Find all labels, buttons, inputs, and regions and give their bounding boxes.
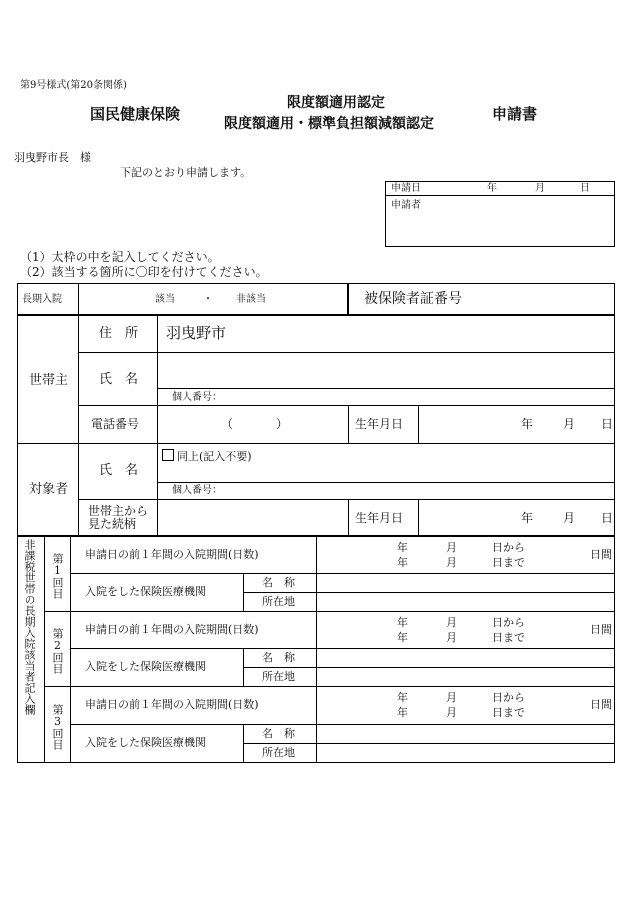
applicant-label: 申請者 xyxy=(391,200,421,211)
block-2-no: 第2回目 xyxy=(51,628,64,674)
block-3-location-label: 所在地 xyxy=(262,746,295,759)
hospital-side-label: 非課税世帯の長期入院該当者記入欄 xyxy=(23,539,36,715)
application-date-label: 申請日 xyxy=(391,183,421,194)
householder-mynumber-label: 個人番号： xyxy=(172,392,222,403)
application-day: 日 xyxy=(580,183,590,194)
block-1-no: 第1回目 xyxy=(51,553,64,599)
block-2-from-month: 月 xyxy=(446,616,457,629)
block-1-from-month: 月 xyxy=(446,541,457,554)
title-center-1: 限度額適用認定 xyxy=(287,95,385,111)
householder-name-input[interactable] xyxy=(160,355,610,385)
block-3-period-label: 申請日の前１年間の入院期間(日数) xyxy=(85,698,259,711)
block-2-name-label: 名 称 xyxy=(262,651,295,664)
block-2-days: 日間 xyxy=(590,623,612,636)
block-1-name-label: 名 称 xyxy=(262,576,295,589)
block-1-days: 日間 xyxy=(590,548,612,561)
address-value[interactable]: 羽曳野市 xyxy=(166,324,227,342)
block-1-period-label: 申請日の前１年間の入院期間(日数) xyxy=(85,548,259,561)
block-3-no: 第3回目 xyxy=(51,704,64,750)
block-3-from-day: 日から xyxy=(492,691,525,704)
block-2-from-year: 年 xyxy=(397,616,408,629)
instruction-2: （2）該当する箇所に〇印を付けてください。 xyxy=(20,265,268,279)
block-1-institution-label: 入院をした保険医療機関 xyxy=(85,585,206,598)
subject-section-label: 対象者 xyxy=(29,482,69,497)
block-1-to-month: 月 xyxy=(446,556,457,569)
block-3-to-year: 年 xyxy=(397,706,408,719)
block-2-period-label: 申請日の前１年間の入院期間(日数) xyxy=(85,623,259,636)
address-label: 住 所 xyxy=(99,326,139,341)
block-1-from-year: 年 xyxy=(397,541,408,554)
block-3-institution-label: 入院をした保険医療機関 xyxy=(85,736,206,749)
block-1-to-day: 日まで xyxy=(492,556,525,569)
applicant-input[interactable] xyxy=(440,198,610,244)
block-3-to-day: 日まで xyxy=(492,706,525,719)
block-2-from-day: 日から xyxy=(492,616,525,629)
block-2-to-year: 年 xyxy=(397,631,408,644)
block-3-from-year: 年 xyxy=(397,691,408,704)
not-applicable-option[interactable]: 非該当 xyxy=(236,294,266,305)
subject-birth-month: 月 xyxy=(563,511,576,525)
title-left: 国民健康保険 xyxy=(90,105,181,123)
phone-paren-open: （ xyxy=(221,417,234,431)
subject-mynumber-label: 個人番号： xyxy=(172,485,222,496)
householder-birth-month: 月 xyxy=(563,417,576,431)
addressee: 羽曳野市長 様 xyxy=(14,151,91,164)
householder-section-label: 世帯主 xyxy=(29,373,69,388)
insured-number-input[interactable] xyxy=(480,286,610,312)
applicable-option[interactable]: 該当 xyxy=(155,294,175,305)
intro-text: 下記のとおり申請します。 xyxy=(120,166,252,179)
subject-name-label: 氏 名 xyxy=(99,463,139,478)
subject-birth-label: 生年月日 xyxy=(355,511,404,525)
title-center-2: 限度額適用・標準負担額減額認定 xyxy=(224,116,434,132)
block-3-from-month: 月 xyxy=(446,691,457,704)
form-number: 第9号様式(第20条関係) xyxy=(20,80,127,91)
householder-name-label: 氏 名 xyxy=(99,372,139,387)
relation-label-2: 見た続柄 xyxy=(88,517,137,531)
same-as-above[interactable] xyxy=(162,449,252,462)
block-1-from-day: 日から xyxy=(492,541,525,554)
same-as-above-text: 同上(記入不要) xyxy=(177,450,252,463)
block-2-to-month: 月 xyxy=(446,631,457,644)
subject-birth-day: 日 xyxy=(601,511,614,525)
block-3-days: 日間 xyxy=(590,698,612,711)
title-right: 申請書 xyxy=(492,105,538,123)
option-separator: ・ xyxy=(203,294,213,305)
block-1-to-year: 年 xyxy=(397,556,408,569)
block-3-name-label: 名 称 xyxy=(262,727,295,740)
application-month: 月 xyxy=(535,183,545,194)
long-term-label: 長期入院 xyxy=(22,294,62,305)
block-2-to-day: 日まで xyxy=(492,631,525,644)
subject-birth-year: 年 xyxy=(521,511,534,525)
insured-number-label: 被保険者証番号 xyxy=(364,291,462,307)
instruction-1: （1）太枠の中を記入してください。 xyxy=(20,250,220,264)
block-2-location-label: 所在地 xyxy=(262,670,295,683)
block-1-location-label: 所在地 xyxy=(262,595,295,608)
relation-label-1: 世帯主から xyxy=(88,504,149,518)
phone-label: 電話番号 xyxy=(91,417,140,431)
householder-birth-day: 日 xyxy=(601,417,614,431)
same-as-above-checkbox[interactable] xyxy=(162,449,174,461)
householder-birth-year: 年 xyxy=(521,417,534,431)
block-3-to-month: 月 xyxy=(446,706,457,719)
application-year: 年 xyxy=(487,183,497,194)
phone-paren-close: ） xyxy=(276,417,289,431)
householder-birth-label: 生年月日 xyxy=(355,417,404,431)
block-2-institution-label: 入院をした保険医療機関 xyxy=(85,660,206,673)
